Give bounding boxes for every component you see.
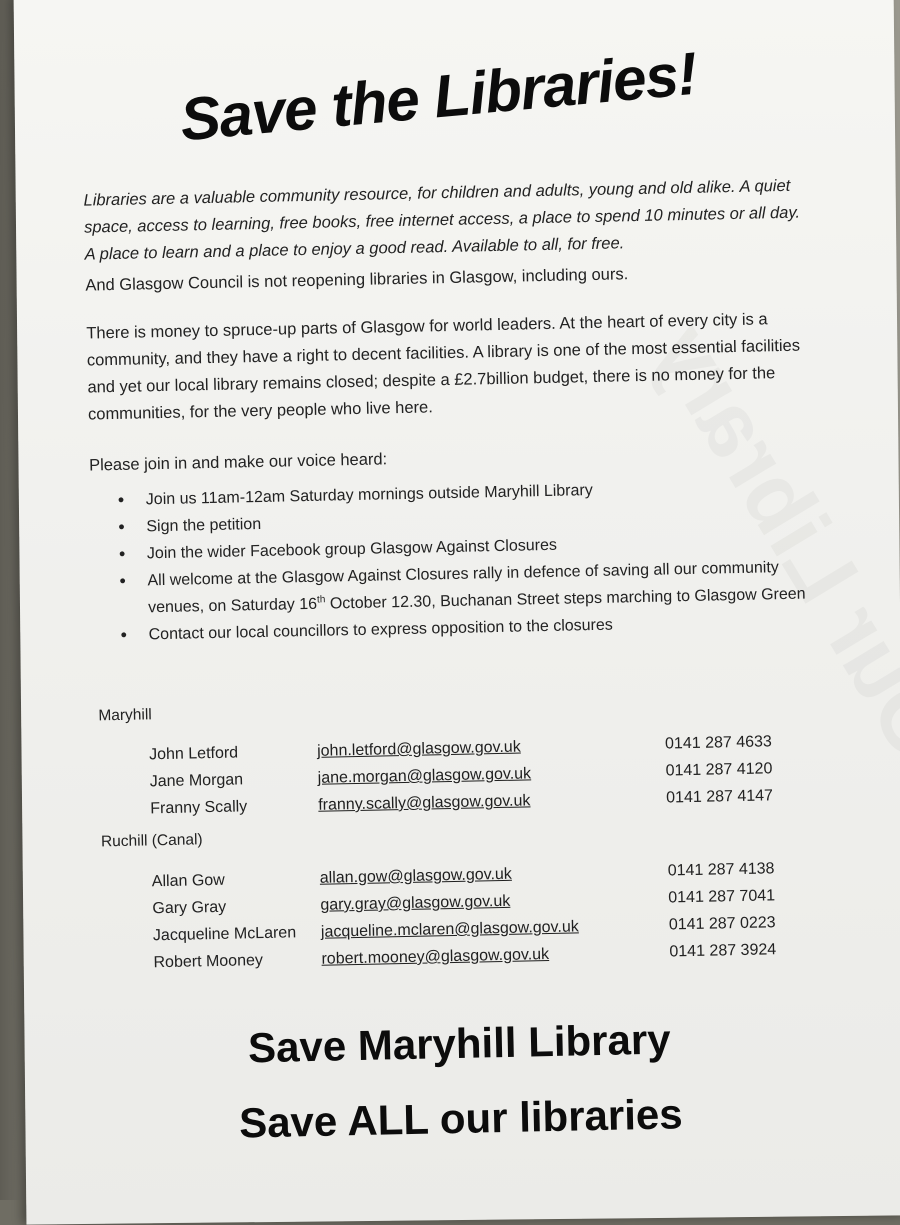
- councillor-name: Jacqueline McLaren: [152, 924, 297, 945]
- action-rally-text: All welcome at the Glasgow Against Closures rally in defence of saving all our community venues, on Saturday 16: [147, 559, 779, 617]
- action-list: [98, 472, 821, 649]
- councillor-phone: 0141 287 4138: [667, 860, 775, 880]
- ward-heading-ruchill: Ruchill (Canal): [100, 831, 203, 851]
- councillor-email[interactable]: franny.scally@glasgow.gov.uk: [318, 792, 531, 814]
- action-rally-text-end: October 12.30, Buchanan Street steps marching to Glasgow Green: [325, 585, 806, 613]
- councillor-name: Allan Gow: [151, 871, 225, 891]
- councillor-name: Gary Gray: [152, 898, 227, 918]
- councillor-email[interactable]: john.letford@glasgow.gov.uk: [316, 738, 521, 760]
- footer-slogan-maryhill: Save Maryhill Library: [247, 1015, 671, 1072]
- councillor-phone: 0141 287 0223: [668, 914, 776, 934]
- councillor-phone: 0141 287 3924: [669, 941, 777, 961]
- action-councillors: Contact our local councillors to express opposition to the closures: [148, 616, 613, 644]
- action-petition: Sign the petition: [146, 515, 262, 536]
- footer-slogan-all-libraries: Save ALL our libraries: [238, 1090, 684, 1147]
- councillor-email[interactable]: allan.gow@glasgow.gov.uk: [319, 865, 512, 887]
- council-paragraph: And Glasgow Council is not reopening libraries in Glasgow, including ours.: [85, 265, 629, 295]
- budget-paragraph: There is money to spruce-up parts of Glasgow for world leaders. At the heart of every city is a community, and they have a right to decent facilities. A library is one of the most essential facilities and yet our local library remains closed; despite a £2.7billion budget, there is no money for the communities, for the very people who live here.: [86, 310, 801, 424]
- flyer-title: Save the Libraries!: [177, 39, 700, 154]
- councillor-name: Franny Scally: [150, 798, 248, 818]
- councillor-name: Jane Morgan: [149, 771, 244, 791]
- councillor-name: Robert Mooney: [153, 951, 264, 972]
- councillor-email[interactable]: gary.gray@glasgow.gov.uk: [320, 892, 511, 914]
- councillor-name: John Letford: [148, 744, 239, 764]
- ruchill-contacts: [152, 854, 834, 976]
- councillor-phone: 0141 287 4633: [664, 733, 772, 753]
- councillor-phone: 0141 287 7041: [668, 887, 776, 907]
- maryhill-contacts: [149, 727, 831, 822]
- join-intro: Please join in and make our voice heard:: [88, 450, 388, 475]
- intro-paragraph: Libraries are a valuable community resource, for children and adults, young and old alike. A quiet space, access to learning, free books, free internet access, a place to spend 10 minutes or all day. A place to learn and a place to enjoy a good read. Available to all, for free.: [83, 176, 801, 264]
- action-facebook: Join the wider Facebook group Glasgow Against Closures: [146, 536, 558, 563]
- action-saturday: Join us 11am-12am Saturday mornings outside Maryhill Library: [145, 481, 593, 509]
- councillor-email[interactable]: robert.mooney@glasgow.gov.uk: [321, 946, 550, 968]
- councillor-phone: 0141 287 4120: [665, 760, 773, 780]
- councillor-email[interactable]: jane.morgan@glasgow.gov.uk: [317, 765, 532, 787]
- councillor-phone: 0141 287 4147: [666, 787, 774, 807]
- ward-heading-maryhill: Maryhill: [98, 706, 152, 725]
- councillor-email[interactable]: jacqueline.mclaren@glasgow.gov.uk: [320, 918, 579, 941]
- ordinal-suffix: th: [316, 594, 326, 606]
